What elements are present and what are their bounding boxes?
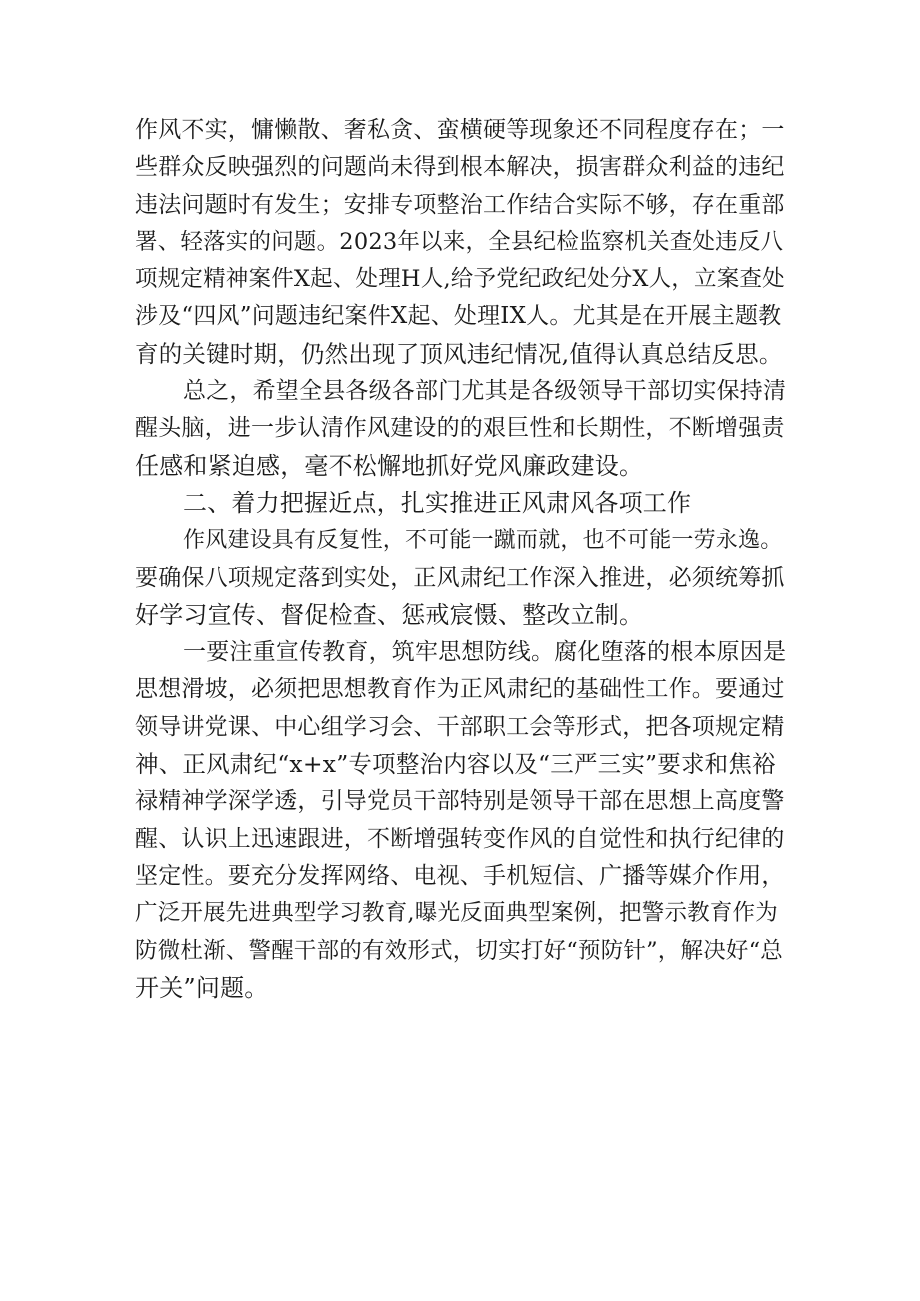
text-line: 项规定精神案件X起、处理H人,给予党纪政纪处分X人，立案查处 — [135, 266, 785, 293]
text-line: 开关”问题。 — [135, 973, 269, 1002]
text-line: 育的关键时期，仍然出现了顶风违纪情况,值得认真总结反思。 — [135, 339, 783, 368]
paragraph-first-line: 作风建设具有反复性，不可能一蹴而就，也不可能一劳永逸。 — [183, 528, 783, 554]
document-body — [135, 112, 785, 1007]
text-line: 思想滑坡，必须把思想教育作为正风肃纪的基础性工作。要通过 — [135, 676, 785, 703]
text-line: 作风不实，慵懒散、奢私贪、蛮横硬等现象还不同程度存在；一 — [135, 117, 785, 143]
text-line: 任感和紧迫感，毫不松懈地抓好党风廉政建设。 — [135, 451, 644, 480]
text-line: 涉及“四风”问题违纪案件X起、处理IX人。尤其是在开展主题教 — [135, 303, 782, 330]
text-line: 禄精神学深学透，引导党员干部特别是领导干部在思想上高度警 — [135, 788, 785, 815]
text-line: 广泛开展先进典型学习教育,曝光反面典型案例，把警示教育作为 — [135, 900, 778, 927]
paragraph-first-line: 总之，希望全县各级各部门尤其是各级领导干部切实保持清 — [183, 378, 787, 405]
text-line: 醒头脑，进一步认清作风建设的的艰巨性和长期性，不断增强责 — [135, 415, 785, 442]
text-line: 防微杜渐、警醒干部的有效形式，切实打好“预防针”，解决好“总 — [135, 937, 784, 964]
paragraph-first-line: 一要注重宣传教育，筑牢思想防线。腐化堕落的根本原因是 — [183, 639, 787, 666]
text-line: 好学习宣传、督促检查、惩戒宸慑、整改立制。 — [135, 600, 644, 629]
text-line: 违法问题时有发生；安排专项整治工作结合实际不够，存在重部 — [135, 191, 785, 218]
section-heading: 二、着力把握近点，扎实推进正风肃风各项工作 — [183, 488, 692, 517]
text-line: 领导讲党课、中心组学习会、干部职工会等形式，把各项规定精 — [135, 713, 785, 740]
text-line: 坚定性。要充分发挥网络、电视、手机短信、广播等媒介作用， — [135, 862, 785, 889]
text-line: 署、轻落实的问题。2023年以来，全县纪检监察机关查处违反八 — [135, 228, 784, 255]
text-line: 些群众反映强烈的问题尚未得到根本解决，损害群众利益的违纪 — [135, 154, 785, 181]
text-line: 要确保八项规定落到实处，正风肃纪工作深入推进，必须统筹抓 — [135, 564, 785, 591]
text-line: 神、正风肃纪“x+x”专项整治内容以及“三严三实”要求和焦裕 — [135, 750, 776, 779]
text-line: 醒、认识上迅速跟进，不断增强转变作风的自觉性和执行纪律的 — [135, 825, 785, 852]
